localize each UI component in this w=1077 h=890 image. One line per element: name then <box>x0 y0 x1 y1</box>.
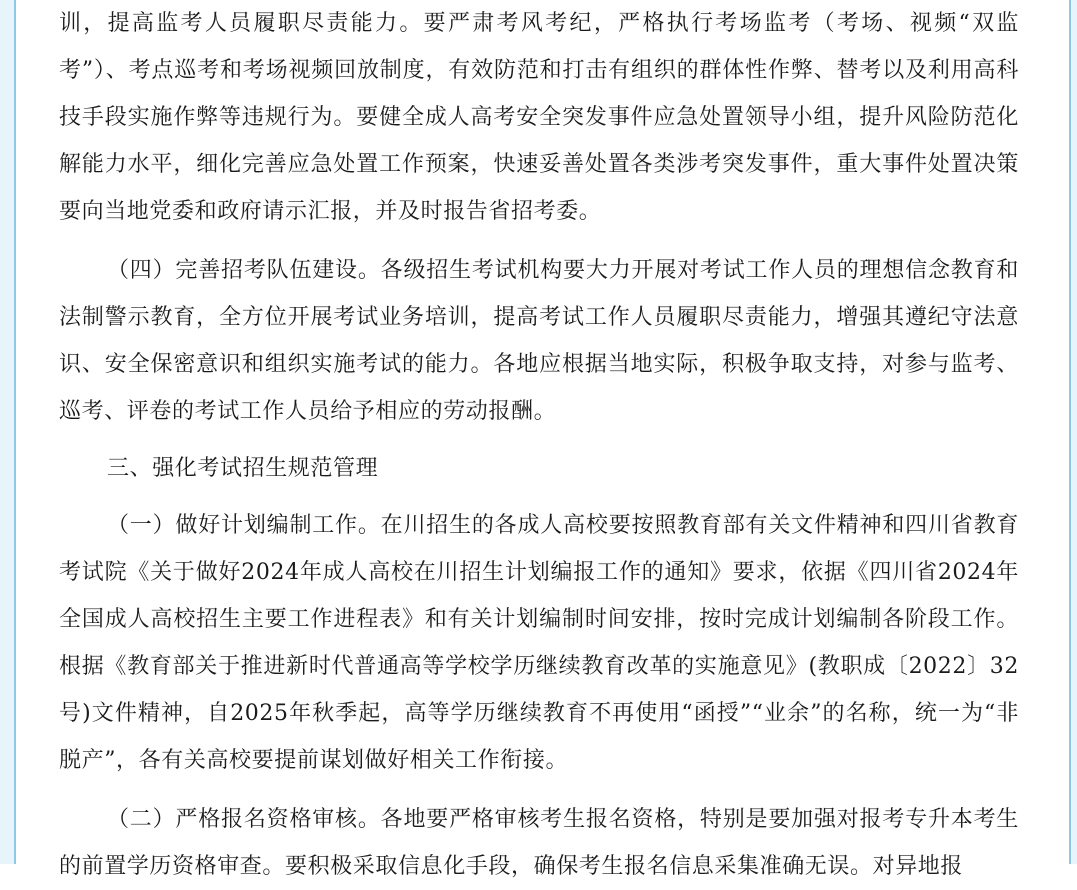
section-heading: 三、强化考试招生规范管理 <box>107 456 379 481</box>
left-page-border <box>0 0 16 864</box>
right-page-border <box>1069 0 1077 864</box>
paragraph-subsection-1: （一）做好计划编制工作。在川招生的各成人高校要按照教育部有关文件精神和四川省教育考试院《关于做好2024年成人高校在川招生计划编报工作的通知》要求，依据《四川省2024年全国成人高校招生主要工作进程表》和有关计划编制时间安排，按时完成计划编制各阶段工作。根据《教育部关于推进新时代普通高等学校学历继续教育改革的实施意见》(教职成〔2022〕32号)文件精神，自2025年秋季起，高等学历继续教育不再使用“函授”“业余”的名称，统一为“非脱产”，各有关高校要提前谋划做好相关工作衔接。 <box>59 513 1019 773</box>
document-body <box>59 0 1019 890</box>
paragraph-subsection-2: （二）严格报名资格审核。各地要严格审核考生报名资格，特别是要加强对报考专升本考生的前置学历资格审查。要积极采取信息化手段，确保考生报名信息采集准确无误。对异地报 <box>59 807 1019 879</box>
paragraph-section-4: （四）完善招考队伍建设。各级招生考试机构要大力开展对考试工作人员的理想信念教育和法制警示教育，全方位开展考试业务培训，提高考试工作人员履职尽责能力，增强其遵纪守法意识、安全保密意识和组织实施考试的能力。各地应根据当地实际，积极争取支持，对参与监考、巡考、评卷的考试工作人员给予相应的劳动报酬。 <box>59 258 1019 424</box>
paragraph-continuation: 训，提高监考人员履职尽责能力。要严肃考风考纪，严格执行考场监考（考场、视频“双监考”）、考点巡考和考场视频回放制度，有效防范和打击有组织的群体性作弊、替考以及利用高科技手段实施作弊等违规行为。要健全成人高考安全突发事件应急处置领导小组，提升风险防范化解能力水平，细化完善应急处置工作预案，快速妥善处置各类涉考突发事件，重大事件处置决策要向当地党委和政府请示汇报，并及时报告省招考委。 <box>59 11 1019 224</box>
